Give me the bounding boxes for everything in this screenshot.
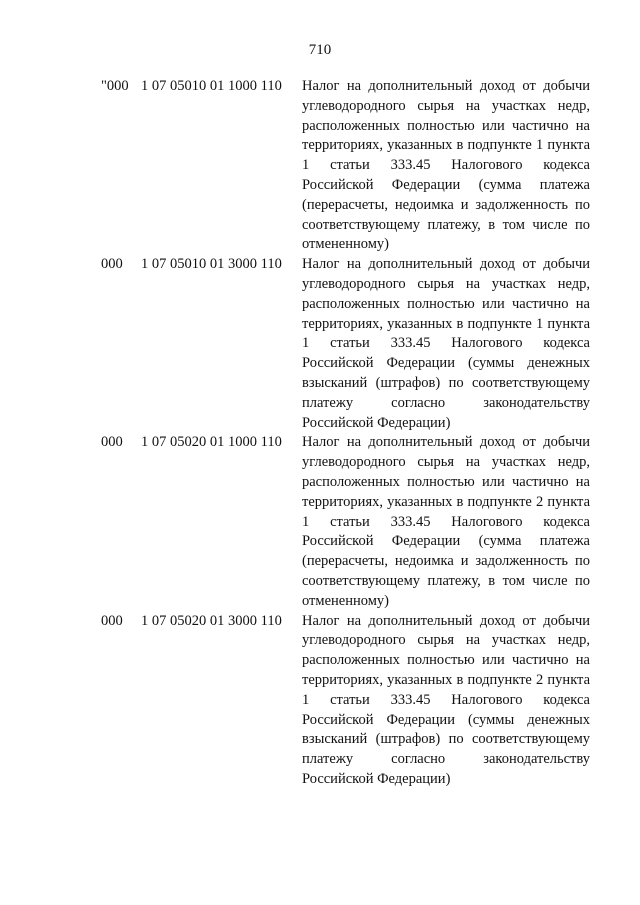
- budget-classification-code: 1 07 05010 01 1000 110: [141, 78, 282, 94]
- page-number: 710: [308, 42, 332, 58]
- admin-code: 000: [101, 612, 123, 629]
- admin-code: "000: [101, 78, 129, 94]
- budget-classification-code: 1 07 05020 01 3000 110: [141, 612, 282, 629]
- income-description: Налог на дополнительный доход от добычи углеводородного сырья на участках недр, расположенных полностью или частично на территориях, указанных в подпункте 1 пункта 1 статьи 333.45 Налогового кодекса Российской Федерации (сумма платежа (перерасчеты, недоимка и задолженность по соответствующему платежу, в том числе по отмененному): [302, 78, 590, 253]
- income-description: Налог на дополнительный доход от добычи углеводородного сырья на участках недр, расположенных полностью или частично на территориях, указанных в подпункте 2 пункта 1 статьи 333.45 Налогового кодекса Российской Федерации (сумма платежа (перерасчеты, недоимка и задолженность по соответствующему платежу, в том числе по отмененному): [302, 434, 590, 609]
- budget-code-table: [0, 77, 640, 790]
- income-description: Налог на дополнительный доход от добычи углеводородного сырья на участках недр, расположенных полностью или частично на территориях, указанных в подпункте 2 пункта 1 статьи 333.45 Налогового кодекса Российской Федерации (суммы денежных взысканий (штрафов) по соответствующему платежу согласно законодательству Российской Федерации): [302, 612, 590, 787]
- table-row: [0, 433, 640, 611]
- table-row: [0, 77, 640, 255]
- table-row: [0, 612, 640, 790]
- admin-code: 000: [101, 256, 123, 273]
- income-description: Налог на дополнительный доход от добычи углеводородного сырья на участках недр, расположенных полностью или частично на территориях, указанных в подпункте 1 пункта 1 статьи 333.45 Налогового кодекса Российской Федерации (суммы денежных взысканий (штрафов) по соответствующему платежу согласно законодательству Российской Федерации): [302, 256, 590, 431]
- table-row: [0, 255, 640, 433]
- admin-code: 000: [101, 434, 123, 451]
- budget-classification-code: 1 07 05020 01 1000 110: [141, 434, 282, 451]
- budget-classification-code: 1 07 05010 01 3000 110: [141, 256, 282, 273]
